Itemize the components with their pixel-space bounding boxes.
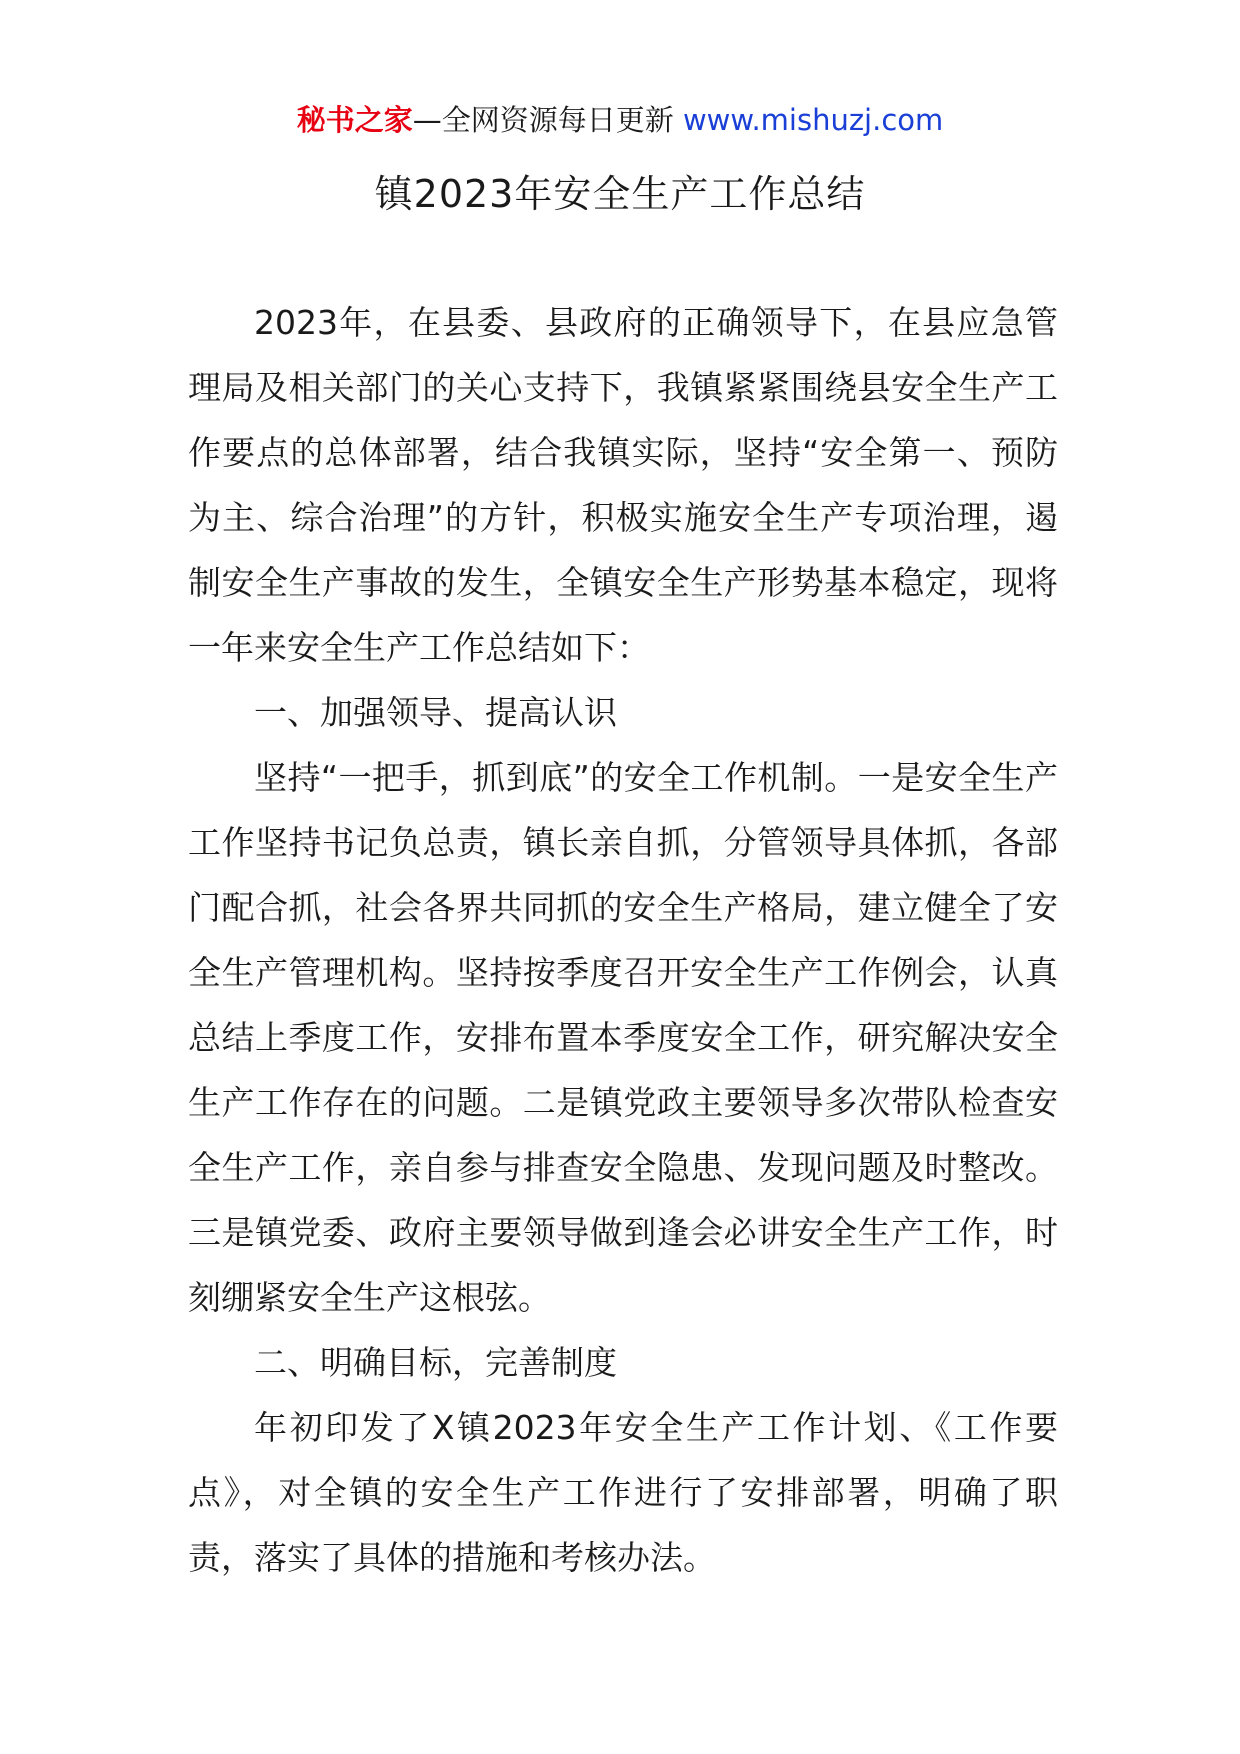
section-2-paragraph: 年初印发了X镇2023年安全生产工作计划、《工作要点》，对全镇的安全生产工作进行了安排部署，明确了职责，落实了具体的措施和考核办法。 <box>188 1408 1058 1577</box>
section-heading-2: 二、明确目标，完善制度 <box>254 1343 617 1382</box>
document-body <box>188 290 1058 1590</box>
site-url-link[interactable]: www.mishuzj.com <box>682 103 944 137</box>
section-heading-1: 一、加强领导、提高认识 <box>254 693 617 732</box>
section-1-paragraph: 坚持“一把手，抓到底”的安全工作机制。一是安全生产工作坚持书记负总责，镇长亲自抓，分管领导具体抓，各部门配合抓，社会各界共同抓的安全生产格局，建立健全了安全生产管理机构。坚持按季度召开安全生产工作例会，认真总结上季度工作，安排布置本季度安全工作，研究解决安全生产工作存在的问题。二是镇党政主要领导多次带队检查安全生产工作，亲自参与排查安全隐患、发现问题及时整改。三是镇党委、政府主要领导做到逢会必讲安全生产工作，时刻绷紧安全生产这根弦。 <box>188 758 1058 1317</box>
document-title: 镇2023年安全生产工作总结 <box>374 172 866 216</box>
page-header <box>0 100 1240 140</box>
header-slogan: —全网资源每日更新 <box>412 103 674 137</box>
intro-paragraph: 2023年，在县委、县政府的正确领导下，在县应急管理局及相关部门的关心支持下，我镇紧紧围绕县安全生产工作要点的总体部署，结合我镇实际，坚持“安全第一、预防为主、综合治理”的方针，积极实施安全生产专项治理，遏制安全生产事故的发生，全镇安全生产形势基本稳定，现将一年来安全生产工作总结如下： <box>188 303 1058 667</box>
brand-name: 秘书之家 <box>296 103 413 137</box>
